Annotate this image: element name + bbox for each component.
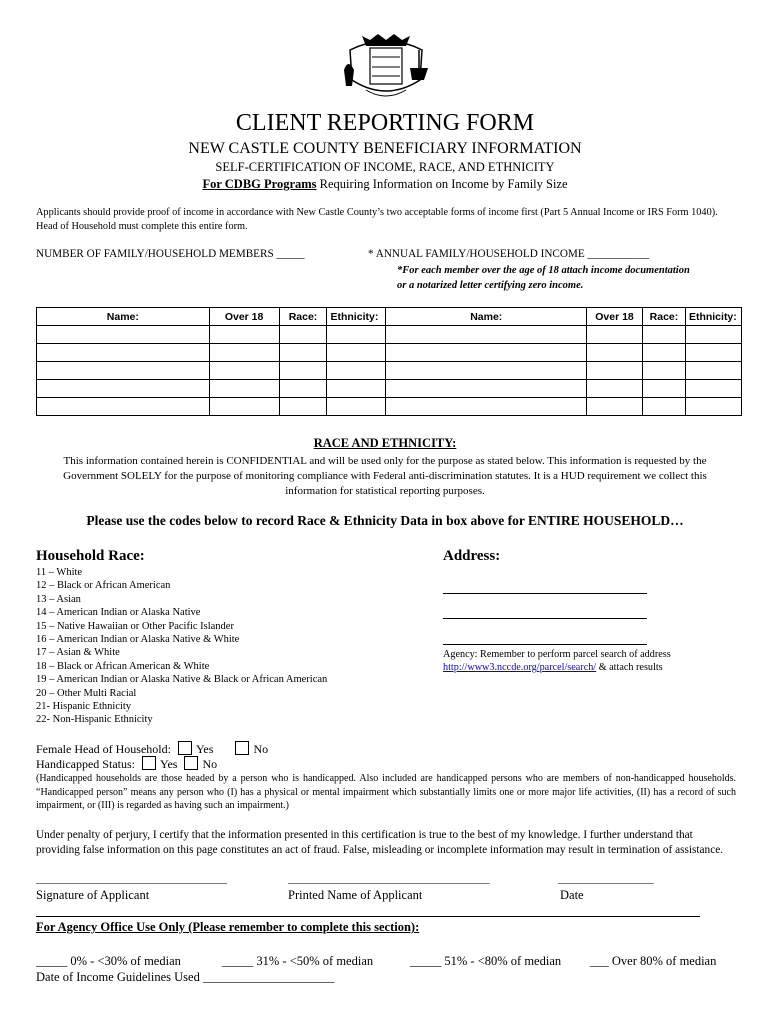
header-race-1: Race: <box>279 308 327 326</box>
table-cell[interactable] <box>386 362 587 380</box>
race-ethnicity-title: RACE AND ETHNICITY: <box>313 436 457 450</box>
list-item: 22- Non-Hispanic Ethnicity <box>36 714 153 726</box>
table-cell[interactable] <box>642 344 685 362</box>
table-cell[interactable] <box>685 380 741 398</box>
table-cell[interactable] <box>386 380 587 398</box>
table-cell[interactable] <box>37 344 210 362</box>
handicapped-no-checkbox[interactable] <box>184 756 198 770</box>
handicapped-row <box>36 756 217 772</box>
table-cell[interactable] <box>685 326 741 344</box>
table-header-row <box>37 308 742 326</box>
table-cell[interactable] <box>209 362 279 380</box>
address-line-2[interactable] <box>443 617 647 619</box>
header-ethnicity-1: Ethnicity: <box>327 308 386 326</box>
confidential-notice: This information contained herein is CONFIDENTIAL and will be used only for the purpose as stated below. This information is requested by the Government SOLELY for the purpose of monitoring compliance with Federal anti-discrimination statutes. It is a HUD requirement we collect this information for statistical reporting purposes. <box>63 455 707 497</box>
table-cell[interactable] <box>327 362 386 380</box>
address-line-1[interactable] <box>443 592 647 594</box>
table-row <box>37 326 742 344</box>
race-code-list <box>36 566 327 727</box>
no-label: No <box>202 757 218 771</box>
agency-note-text: Agency: Remember to perform parcel search of address <box>443 649 671 660</box>
address-label: Address: <box>443 548 501 564</box>
parcel-search-link[interactable]: http://www3.nccde.org/parcel/search/ <box>443 662 597 673</box>
table-cell[interactable] <box>386 398 587 416</box>
table-cell[interactable] <box>587 398 643 416</box>
list-item: 18 – Black or African American & White <box>36 660 210 672</box>
handicapped-definition: (Handicapped households are those headed by a person who is handicapped. Also included are handicapped persons who are members of non-handicapped households. “Handicapped person” means any person who (I) has a physical or mental impairment which substantially limits one or more major life activities, (II) has a record of such impairment, or (III) is regarded as having such an impairment.) <box>36 773 736 811</box>
table-cell[interactable] <box>209 380 279 398</box>
table-cell[interactable] <box>279 362 327 380</box>
table-cell[interactable] <box>685 362 741 380</box>
list-item: 16 – American Indian or Alaska Native & White <box>36 634 240 646</box>
table-cell[interactable] <box>685 398 741 416</box>
date-line[interactable]: __________________ <box>558 873 654 885</box>
table-cell[interactable] <box>642 362 685 380</box>
header-name-1: Name: <box>37 308 210 326</box>
handicapped-yes-checkbox[interactable] <box>142 756 156 770</box>
median-51-80[interactable]: _____ 51% - <80% of median <box>410 954 562 968</box>
annual-income-field[interactable]: * ANNUAL FAMILY/HOUSEHOLD INCOME ___________ <box>368 248 650 260</box>
no-label: No <box>253 742 269 756</box>
table-cell[interactable] <box>37 362 210 380</box>
female-head-label: Female Head of Household: <box>36 742 171 756</box>
header-over18-1: Over 18 <box>209 308 279 326</box>
list-item: 17 – Asian & White <box>36 647 120 659</box>
program-bold: For CDBG Programs <box>202 177 317 191</box>
median-0-30[interactable]: _____ 0% - <30% of median <box>36 954 181 968</box>
form-subtitle: NEW CASTLE COUNTY BENEFICIARY INFORMATION <box>188 140 582 157</box>
date-label: Date <box>560 888 584 902</box>
table-row <box>37 398 742 416</box>
list-item: 13 – Asian <box>36 593 81 605</box>
table-cell[interactable] <box>279 398 327 416</box>
table-cell[interactable] <box>209 326 279 344</box>
table-cell[interactable] <box>642 326 685 344</box>
certification-title: SELF-CERTIFICATION OF INCOME, RACE, AND ETHNICITY <box>215 160 555 174</box>
list-item: 12 – Black or African American <box>36 580 171 592</box>
income-guidelines-date[interactable]: Date of Income Guidelines Used _____________________ <box>36 970 335 984</box>
list-item: 11 – White <box>36 567 83 578</box>
list-item: 21- Hispanic Ethnicity <box>36 701 132 713</box>
header-over18-2: Over 18 <box>587 308 643 326</box>
link-suffix: & attach results <box>596 662 663 673</box>
table-cell[interactable] <box>327 344 386 362</box>
table-cell[interactable] <box>685 344 741 362</box>
table-row <box>37 380 742 398</box>
perjury-statement: Under penalty of perjury, I certify that the information presented in this certification is true to the best of my knowledge. I further understand that providing false information on this page constitutes an act of fraud. False, misleading or incomplete information may result in termination of assistance. <box>36 829 724 856</box>
household-race-label: Household Race: <box>36 548 145 564</box>
divider <box>36 916 700 917</box>
table-cell[interactable] <box>279 326 327 344</box>
table-cell[interactable] <box>386 344 587 362</box>
table-row <box>37 344 742 362</box>
table-cell[interactable] <box>37 326 210 344</box>
table-cell[interactable] <box>642 398 685 416</box>
table-cell[interactable] <box>37 380 210 398</box>
table-cell[interactable] <box>209 344 279 362</box>
table-cell[interactable] <box>327 398 386 416</box>
form-title: CLIENT REPORTING FORM <box>235 110 535 136</box>
table-cell[interactable] <box>587 380 643 398</box>
handicapped-label: Handicapped Status: <box>36 757 135 771</box>
income-note: *For each member over the age of 18 attach income documentation or a notarized letter certifying zero income. <box>397 265 690 291</box>
list-item: 19 – American Indian or Alaska Native & Black or African American <box>36 674 328 686</box>
table-cell[interactable] <box>327 326 386 344</box>
list-item: 14 – American Indian or Alaska Native <box>36 607 201 619</box>
address-line-3[interactable] <box>443 643 647 645</box>
codes-heading: Please use the codes below to record Race & Ethnicity Data in box above for ENTIRE HOUSEHOLD… <box>86 513 684 528</box>
list-item: 20 – Other Multi Racial <box>36 687 137 699</box>
printed-name-line[interactable]: ______________________________________ <box>288 873 490 885</box>
household-members-table <box>36 307 742 416</box>
header-name-2: Name: <box>386 308 587 326</box>
signature-label: Signature of Applicant <box>36 888 150 902</box>
median-over-80[interactable]: ___ Over 80% of median <box>590 954 717 968</box>
list-item: 15 – Native Hawaiian or Other Pacific Islander <box>36 620 234 632</box>
program-rest: Requiring Information on Income by Family Size <box>316 177 568 191</box>
table-cell[interactable] <box>279 344 327 362</box>
yes-label: Yes <box>195 742 214 756</box>
female-head-row <box>36 741 268 757</box>
table-cell[interactable] <box>209 398 279 416</box>
agency-parcel-note <box>443 648 671 674</box>
table-cell[interactable] <box>587 362 643 380</box>
program-line <box>0 177 770 192</box>
printed-name-label: Printed Name of Applicant <box>288 888 423 902</box>
median-31-50[interactable]: _____ 31% - <50% of median <box>222 954 374 968</box>
table-cell[interactable] <box>37 398 210 416</box>
table-cell[interactable] <box>327 380 386 398</box>
table-cell[interactable] <box>642 380 685 398</box>
intro-paragraph: Applicants should provide proof of income in accordance with New Castle County’s two acceptable forms of income first (Part 5 Annual Income or IRS Form 1040). Head of Household must complete this entire form. <box>36 207 718 232</box>
header-ethnicity-2: Ethnicity: <box>685 308 741 326</box>
female-head-no-checkbox[interactable] <box>235 741 249 755</box>
household-members-field[interactable]: NUMBER OF FAMILY/HOUSEHOLD MEMBERS _____ <box>36 248 305 260</box>
table-cell[interactable] <box>587 344 643 362</box>
table-row <box>37 362 742 380</box>
signature-line[interactable]: ____________________________________ <box>36 873 227 885</box>
yes-label: Yes <box>159 757 178 771</box>
table-cell[interactable] <box>279 380 327 398</box>
table-cell[interactable] <box>386 326 587 344</box>
county-seal-logo <box>340 30 432 102</box>
table-cell[interactable] <box>587 326 643 344</box>
female-head-yes-checkbox[interactable] <box>178 741 192 755</box>
header-race-2: Race: <box>642 308 685 326</box>
agency-use-heading: For Agency Office Use Only (Please remember to complete this section): <box>36 920 420 934</box>
